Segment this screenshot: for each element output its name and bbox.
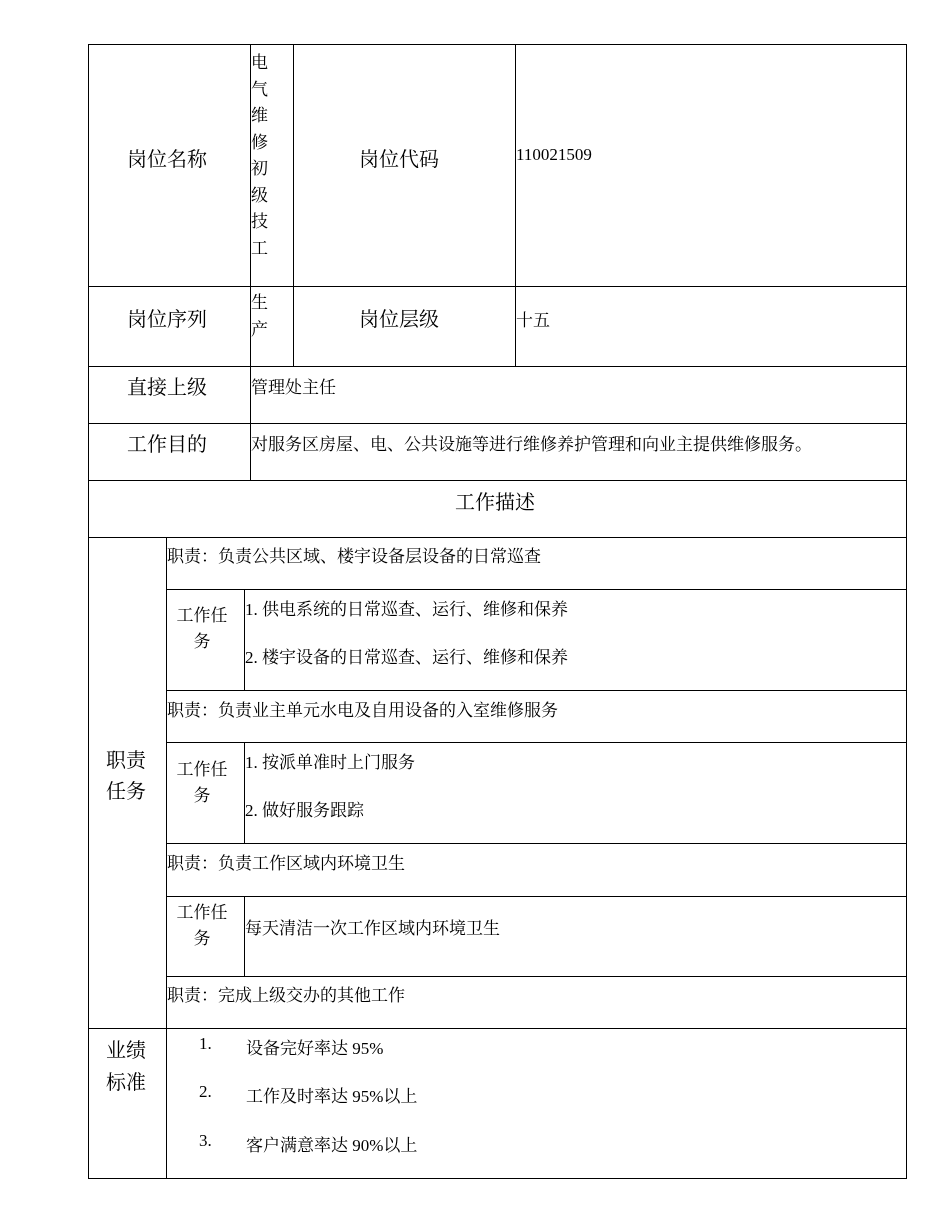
code-value: 110021509 bbox=[516, 145, 592, 164]
duties-label-line2: 任务 bbox=[106, 781, 146, 803]
purpose-label: 工作目的 bbox=[127, 434, 207, 456]
series-value: 生产 bbox=[251, 293, 268, 339]
performance-item-2-num: 2. bbox=[199, 1082, 212, 1101]
name-value: 电气维修初级技工 bbox=[251, 53, 268, 258]
performance-item-3-text: 客户满意率达 90%以上 bbox=[246, 1136, 418, 1155]
duty-2-task-label: 工作任务 bbox=[176, 760, 228, 805]
duty-3-task-label: 工作任务 bbox=[176, 903, 228, 948]
purpose-value: 对服务区房屋、电、公共设施等进行维修养护管理和向业主提供维修服务。 bbox=[251, 435, 812, 454]
duty-2-title: 职责：负责业主单元水电及自用设备的入室维修服务 bbox=[167, 701, 558, 720]
performance-item-3-num: 3. bbox=[199, 1131, 212, 1150]
duty-1-task-1: 1. 供电系统的日常巡查、运行、维修和保养 bbox=[245, 600, 568, 619]
duty-3-title: 职责：负责工作区域内环境卫生 bbox=[167, 854, 405, 873]
duty-2-task-2: 2. 做好服务跟踪 bbox=[245, 801, 364, 820]
cell-code-value bbox=[515, 44, 907, 287]
level-value: 十五 bbox=[516, 311, 550, 330]
duty-1-task-2: 2. 楼宇设备的日常巡查、运行、维修和保养 bbox=[245, 648, 568, 667]
performance-item-1-text: 设备完好率达 95% bbox=[246, 1039, 384, 1058]
performance-label-line1: 业绩 bbox=[106, 1040, 146, 1062]
duties-label-line1: 职责 bbox=[106, 750, 146, 772]
performance-item-1-num: 1. bbox=[199, 1034, 212, 1053]
description-title: 工作描述 bbox=[455, 492, 535, 514]
cell-superior-value bbox=[250, 366, 907, 424]
performance-item-2-text: 工作及时率达 95%以上 bbox=[246, 1087, 418, 1106]
cell-level-value bbox=[515, 286, 907, 367]
performance-label-line2: 标准 bbox=[106, 1072, 146, 1094]
name-label: 岗位名称 bbox=[127, 149, 207, 171]
superior-value: 管理处主任 bbox=[251, 378, 336, 397]
superior-label: 直接上级 bbox=[127, 377, 207, 399]
duty-1-task-label: 工作任务 bbox=[176, 606, 228, 651]
series-label: 岗位序列 bbox=[127, 309, 207, 331]
duty-2-task-1: 1. 按派单准时上门服务 bbox=[245, 753, 415, 772]
code-label: 岗位代码 bbox=[359, 149, 439, 171]
duty-1-title: 职责：负责公共区域、楼宇设备层设备的日常巡查 bbox=[167, 547, 541, 566]
level-label: 岗位层级 bbox=[359, 309, 439, 331]
duty-4-title: 职责：完成上级交办的其他工作 bbox=[167, 986, 405, 1005]
duty-3-task-1: 每天清洁一次工作区域内环境卫生 bbox=[245, 919, 500, 938]
